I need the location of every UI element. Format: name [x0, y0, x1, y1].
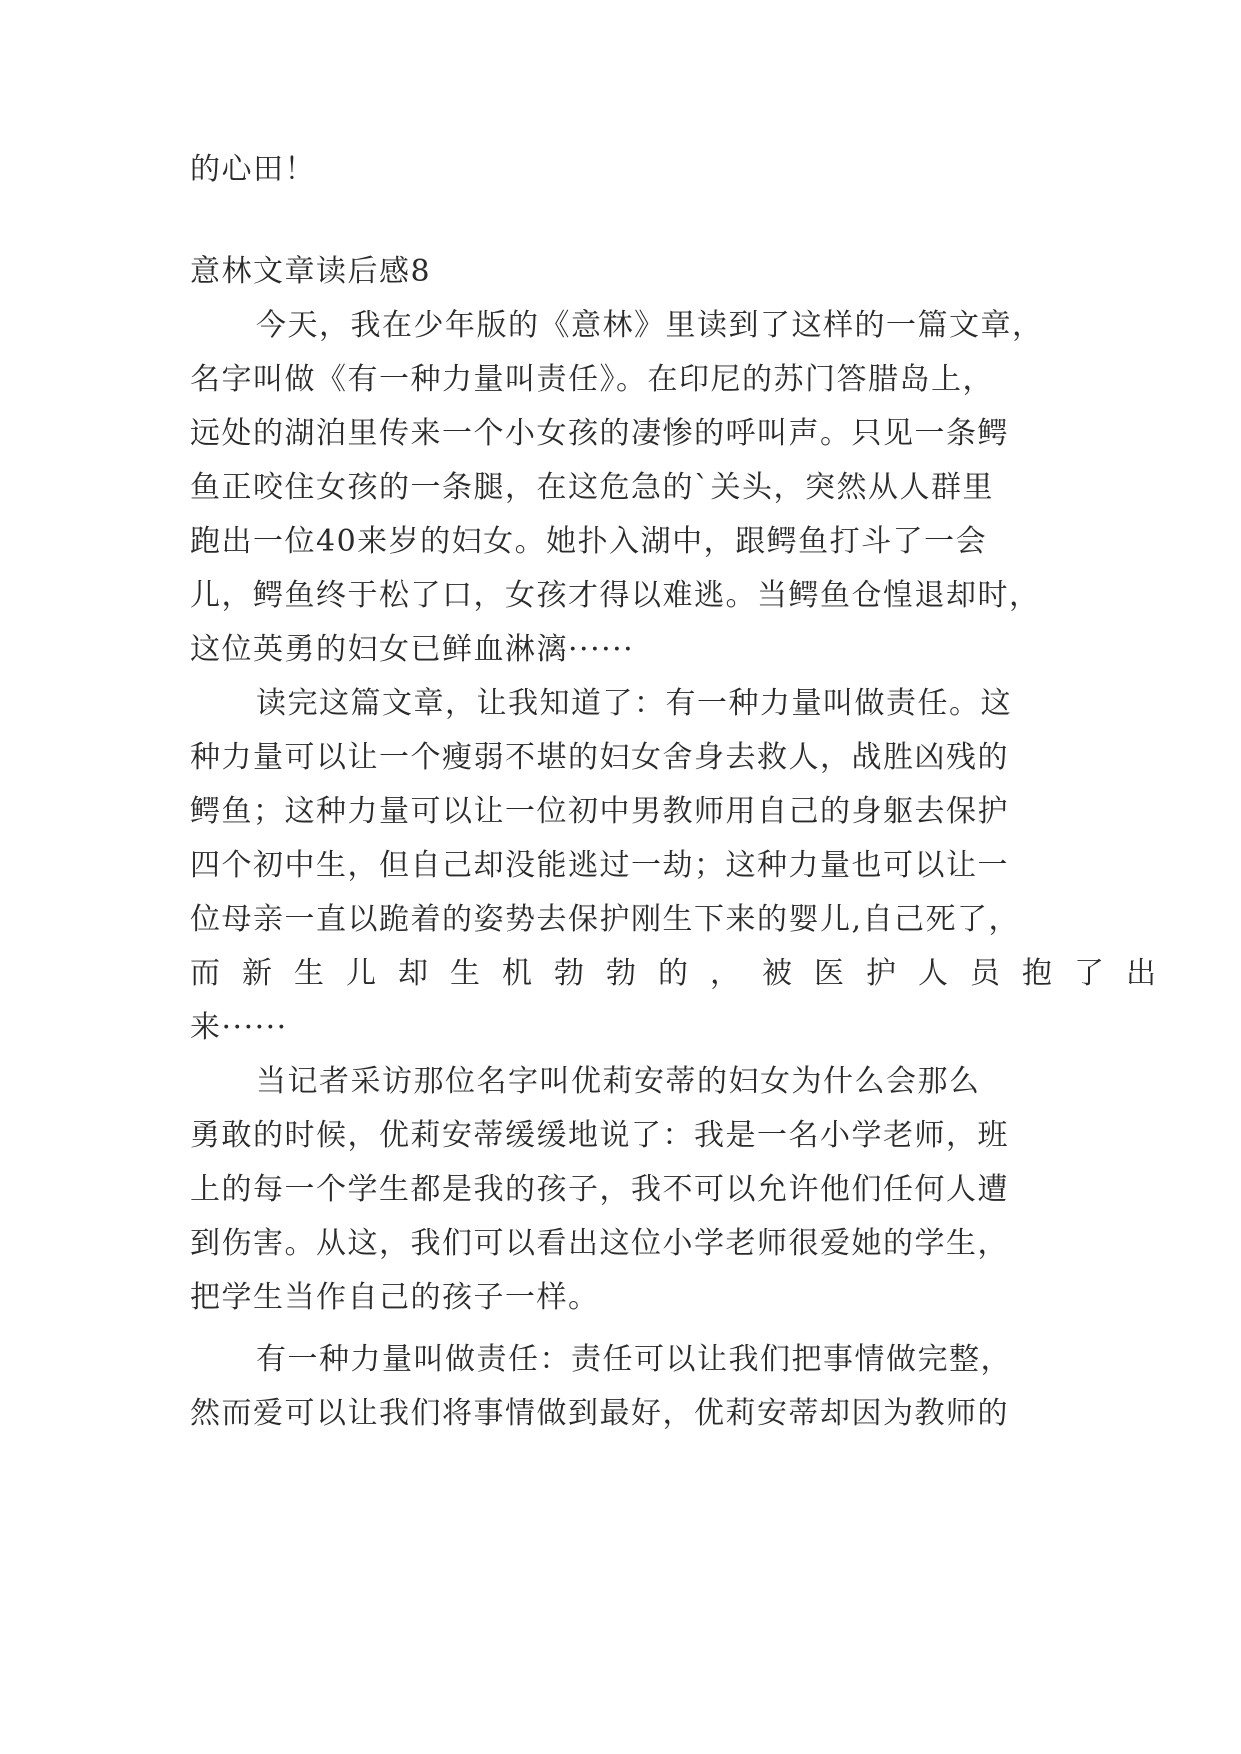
- paragraph-line: 然而爱可以让我们将事情做到最好，优莉安蒂却因为教师的: [190, 1396, 1009, 1431]
- paragraph-line: 鳄鱼；这种力量可以让一位初中男教师用自己的身躯去保护: [190, 794, 1009, 829]
- paragraph-line: 远处的湖泊里传来一个小女孩的凄惨的呼叫声。只见一条鳄: [190, 416, 1009, 451]
- paragraph-line: 儿，鳄鱼终于松了口，女孩才得以难逃。当鳄鱼仓惶退却时，: [190, 578, 1041, 613]
- paragraph-line: 把学生当作自己的孩子一样。: [190, 1280, 600, 1315]
- paragraph-line: 勇敢的时候，优莉安蒂缓缓地说了：我是一名小学老师，班: [190, 1118, 1009, 1153]
- paragraph-line: 名字叫做《有一种力量叫责任》。在印尼的苏门答腊岛上，: [190, 362, 994, 397]
- paragraph-line: 当记者采访那位名字叫优莉安蒂的妇女为什么会那么: [256, 1064, 981, 1099]
- paragraph-line: 来······: [190, 1010, 288, 1045]
- paragraph-line: 位母亲一直以跪着的姿势去保护刚生下来的婴儿,自己死了，: [190, 902, 1021, 937]
- paragraph-line: 有一种力量叫做责任：责任可以让我们把事情做完整，: [256, 1342, 1012, 1377]
- paragraph-line: 到伤害。从这，我们可以看出这位小学老师很爱她的学生，: [190, 1226, 1009, 1261]
- paragraph-line: 读完这篇文章，让我知道了：有一种力量叫做责任。这: [256, 686, 1012, 721]
- paragraph-line: 跑出一位40来岁的妇女。她扑入湖中，跟鳄鱼打斗了一会: [190, 524, 988, 559]
- paragraph-line: 四个初中生，但自己却没能逃过一劫；这种力量也可以让一: [190, 848, 1009, 883]
- paragraph-line: 上的每一个学生都是我的孩子，我不可以允许他们任何人遭: [190, 1172, 1009, 1207]
- paragraph-line: 这位英勇的妇女已鲜血淋漓······: [190, 632, 635, 667]
- section-title: 意林文章读后感8: [190, 254, 432, 289]
- paragraph-line-justified: 而新生儿却生机勃勃的，被医护人员抱了出: [190, 956, 1178, 991]
- carry-over-line: 的心田！: [190, 152, 316, 187]
- paragraph-line: 种力量可以让一个瘦弱不堪的妇女舍身去救人，战胜凶残的: [190, 740, 1009, 775]
- paragraph-line: 鱼正咬住女孩的一条腿，在这危急的`关头，突然从人群里: [190, 470, 994, 505]
- paragraph-line: 今天，我在少年版的《意林》里读到了这样的一篇文章，: [256, 308, 1044, 343]
